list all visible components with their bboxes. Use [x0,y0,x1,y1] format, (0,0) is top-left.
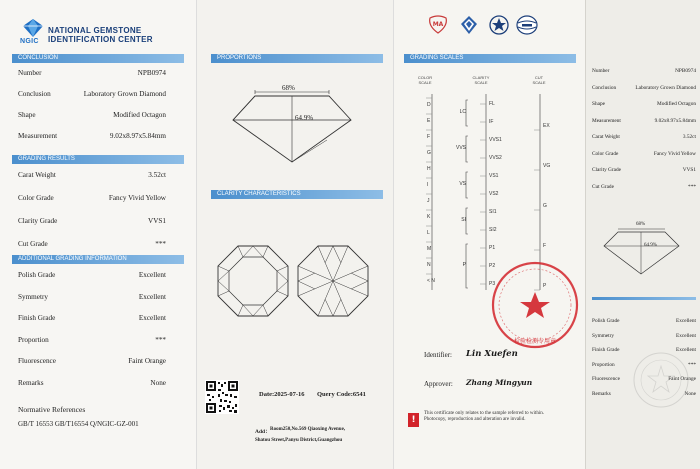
proportions-table-pct: 68% [282,84,295,92]
grading-row [18,240,166,250]
normative-references: GB/T 16553 GB/T16554 Q/NGIC-GZ-001 [18,420,139,428]
color-grade: L [427,230,430,236]
address-label: Add： [255,429,271,435]
card-summary-row [592,167,696,175]
grading-label: Color Grade [18,194,54,202]
cut-scale-title: CUT SCALE [532,75,546,85]
color-grade: F [427,134,431,140]
clarity-grade: P2 [489,263,496,269]
card-additional-label: Fluorescence [592,376,620,382]
card-depth-pct: 64.9% [644,243,657,248]
card-summary-value: Modified Octagon [657,101,696,107]
ngic-logo-icon [22,18,44,38]
color-grade: K [427,214,431,220]
card-summary-row [592,68,696,76]
conclusion-value: Modified Octagon [113,111,166,119]
grading-value: 3.52ct [148,171,166,179]
seal-text: 检验检测专用章 [514,338,557,345]
panel-proportions [196,0,393,469]
conclusion-row [18,69,166,79]
address-line1: Room250,No.569 Qiaoxing Avenue, [270,427,346,432]
grading-row [18,171,166,181]
card-additional-value: Faint Orange [668,376,696,382]
card-summary-row [592,184,696,192]
grading-scale-lines [394,0,586,300]
conclusion-label: Shape [18,111,36,119]
approver-signature: Zhang Mingyun [466,378,533,387]
card-summary-label: Cut Grade [592,183,614,190]
additional-value: Faint Orange [128,357,166,365]
card-additional-label: Symmetry [592,332,615,339]
clarity-grade: VS1 [489,173,499,179]
card-summary-value: *** [688,183,696,190]
conclusion-row [18,132,166,142]
color-grade: E [427,118,431,124]
panel-wallet-card [585,0,700,469]
conclusion-value: 9.02x8.97x5.84mm [109,132,166,140]
conclusion-value: NPB0974 [137,69,166,77]
clarity-plot-pavilion [295,243,371,319]
card-additional-row [592,333,696,341]
color-grade: M [427,246,432,252]
additional-row [18,314,166,324]
clarity-grade: FL [489,101,495,107]
card-summary-row [592,101,696,109]
clarity-scale-title: CLARITY SCALE [472,75,490,85]
conclusion-value: Laboratory Grown Diamond [83,90,166,98]
disclaimer-text: This certificate only relates to the sample referred to within. Photocopy, reproduction and alteration are invalid. [424,411,544,423]
panel-report-details [0,0,196,469]
card-summary-value: NPB0974 [675,68,696,74]
clarity-grade: VVS2 [489,155,502,161]
cut-grade: G [543,203,547,209]
conclusion-row [18,111,166,121]
clarity-grade: VVS1 [489,137,502,143]
grading-value: Fancy Vivid Yellow [108,194,166,202]
card-summary-label: Carat Weight [592,134,620,140]
additional-value: Excellent [138,314,166,322]
card-additional-label: Polish Grade [592,318,620,324]
card-additional-value: Excellent [675,318,696,324]
additional-label: Finish Grade [18,314,56,322]
clarity-grade: P1 [489,245,496,251]
card-summary-label: Shape [592,101,605,107]
additional-label: Remarks [18,378,44,387]
normative-references-title: Normative References [18,405,86,414]
card-summary-label: Measurement [592,117,621,124]
color-scale-title: COLOR SCALE [417,75,433,85]
address-line2: Shatou Street,Panyu District,Guangzhou [255,438,343,443]
card-summary-value: 3.52ct [682,134,696,140]
cut-grade: P [543,283,547,289]
color-grade: N [427,262,431,268]
card-summary-value: 9.02x8.97x5.84mm [654,117,696,124]
query-code: Query Code:6541 [317,391,366,398]
grading-label: Cut Grade [18,240,48,248]
logo-abbr: NGIC [20,38,39,45]
grading-label: Carat Weight [18,171,56,179]
card-divider-bar [592,297,696,300]
cut-grade: EX [543,123,550,129]
clarity-plot-crown [215,243,291,319]
grading-results-header: GRADING RESULTS [12,155,184,164]
additional-value: Excellent [138,271,166,279]
approver-label: Approver: [424,380,453,388]
card-summary-value: Fancy Vivid Yellow [653,150,696,157]
additional-row [18,357,166,367]
card-additional-value: Excellent [675,332,696,339]
card-summary-label: Color Grade [592,150,619,157]
card-proportions-diagram [594,222,689,277]
conclusion-label: Measurement [18,132,58,140]
card-additional-value: *** [688,361,696,368]
grading-value: *** [155,240,166,248]
svg-text:MA: MA [432,21,444,28]
clarity-characteristics-header: CLARITY CHARACTERISTICS [211,190,383,199]
clarity-grade: VS2 [489,191,499,197]
additional-label: Fluorescence [18,357,56,365]
card-summary-value: Laboratory Grown Diamond [635,84,696,91]
card-table-pct: 68% [636,222,646,227]
clarity-grade: IF [489,119,494,125]
card-additional-label: Finish Grade [592,347,620,353]
additional-value: None [150,378,166,387]
additional-row [18,293,166,303]
conclusion-header: CONCLUSION [12,54,184,63]
additional-row [18,336,166,346]
card-summary-label: Clarity Grade [592,167,621,173]
color-grade: J [427,198,430,204]
identifier-signature: Lin Xuefen [466,349,518,359]
additional-label: Polish Grade [18,271,56,279]
additional-row [18,271,166,281]
card-summary-label: Number [592,68,610,74]
card-additional-label: Proportion [592,361,615,368]
grading-row [18,217,166,227]
card-summary-row [592,134,696,142]
card-summary-row [592,85,696,93]
warning-icon: ! [408,413,419,427]
conclusion-label: Conclusion [18,90,51,98]
issue-date: Date:2025-07-16 [259,391,305,398]
panel-grading-scales: MA GRADING SCALES COLOR SCALE CLARITY SCALE CUT SCALE D E F G H I J K L M N < N LC VVS VS SI P FL IF VVS1 VVS2 VS1 VS2 SI1 SI2 P1 P2 P3 EX VG G F P 检验检测专用章 Identifier: Lin Xuefen Approver: Zhang Mingyun ! This certificate only relates to the sample referred to within. Photocopy, reproduction and alteration are invalid. [393,0,585,469]
clarity-grade: P3 [489,281,496,287]
grading-value: VVS1 [148,217,166,225]
additional-grading-header: ADDITIONAL GRADING INFORMATION [12,255,184,264]
additional-row [18,379,166,389]
card-additional-value: None [684,390,696,397]
card-additional-label: Remarks [592,390,611,397]
color-grade: < N [427,278,435,284]
cut-grade: F [543,243,547,249]
grading-scales-header: GRADING SCALES [404,54,576,63]
cut-grade: VG [543,163,551,169]
watermark-emblem-icon [631,350,691,410]
card-summary-row [592,118,696,126]
additional-label: Symmetry [18,292,48,301]
color-grade: D [427,102,431,108]
additional-value: *** [155,335,166,344]
card-summary-value: VVS1 [682,167,696,173]
clarity-grade: SI2 [489,227,497,233]
clarity-grade: SI1 [489,209,497,215]
color-grade: G [427,150,431,156]
color-grade: H [427,166,431,172]
card-additional-value: Excellent [675,347,696,353]
logo-line2: IDENTIFICATION CENTER [48,35,153,44]
card-summary-row [592,151,696,159]
proportions-depth-pct: 64.9% [295,114,314,122]
card-summary-label: Conclusion [592,84,617,91]
color-grade: I [427,182,429,188]
conclusion-row [18,90,166,100]
conclusion-label: Number [18,69,42,77]
grading-label: Clarity Grade [18,217,58,225]
additional-value: Excellent [138,292,166,301]
logo-line1: NATIONAL GEMSTONE [48,26,142,35]
qr-code-icon[interactable] [205,380,239,414]
identifier-label: Identifier: [424,351,452,359]
grading-row [18,194,166,204]
additional-label: Proportion [18,335,49,344]
proportions-diagram [217,80,367,165]
card-additional-row [592,318,696,326]
proportions-header: PROPORTIONS [211,54,383,63]
